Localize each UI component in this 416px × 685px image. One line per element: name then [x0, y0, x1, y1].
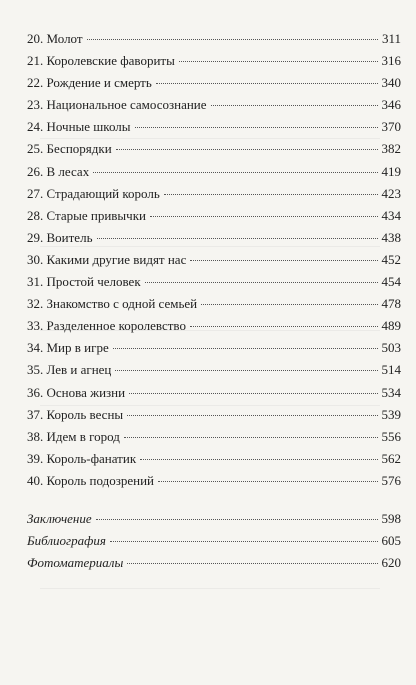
toc-entry[interactable] [27, 72, 401, 94]
toc-entry-title: 38. Идем в город [27, 428, 120, 444]
dot-leader [110, 541, 378, 542]
toc-entry[interactable] [27, 116, 401, 138]
toc-entry-page: 454 [381, 274, 401, 290]
toc-entry-page: 605 [381, 533, 401, 549]
toc-entry[interactable] [27, 470, 401, 492]
toc-entry-page: 503 [381, 340, 401, 356]
toc-entry-title: 30. Какими другие видят нас [27, 251, 187, 267]
toc-entry-page: 598 [381, 510, 401, 526]
toc-entry[interactable] [27, 94, 401, 116]
toc-entry-title: 40. Король подозрений [27, 472, 154, 488]
toc-entry-page: 316 [381, 53, 401, 69]
toc-entry-title: Фотоматериалы [27, 555, 124, 571]
dot-leader [145, 282, 378, 283]
dot-leader [96, 519, 378, 520]
toc-entry[interactable] [27, 138, 401, 160]
dot-leader [156, 83, 378, 84]
toc-entry[interactable] [27, 183, 401, 205]
toc-entry-page: 419 [381, 163, 401, 179]
dot-leader [124, 437, 378, 438]
toc-entry[interactable] [27, 315, 401, 337]
dot-leader [87, 39, 378, 40]
toc-entry-title: 27. Страдающий король [27, 185, 160, 201]
dot-leader [135, 127, 378, 128]
dot-leader [129, 393, 377, 394]
toc-entry[interactable] [27, 161, 401, 183]
toc-entry-page: 539 [381, 406, 401, 422]
table-of-contents [27, 28, 401, 574]
toc-entry-bibliography[interactable] [27, 530, 401, 552]
toc-entry-title: 23. Национальное самосознание [27, 97, 207, 113]
dot-leader [115, 370, 377, 371]
toc-entry-title: 26. В лесах [27, 163, 90, 179]
toc-entry-title: 21. Королевские фавориты [27, 53, 175, 69]
dot-leader [97, 238, 378, 239]
dot-leader [190, 260, 377, 261]
dot-leader [179, 61, 378, 62]
toc-entry-page: 620 [381, 555, 401, 571]
toc-entry-page: 562 [381, 450, 401, 466]
toc-entry[interactable] [27, 448, 401, 470]
toc-entry-page: 478 [381, 296, 401, 312]
dot-leader [116, 149, 378, 150]
toc-entry[interactable] [27, 404, 401, 426]
dot-leader [150, 216, 378, 217]
dot-leader [127, 415, 377, 416]
toc-entry-title: 24. Ночные школы [27, 119, 131, 135]
toc-entry[interactable] [27, 359, 401, 381]
toc-entry[interactable] [27, 293, 401, 315]
dot-leader [190, 326, 378, 327]
toc-entry[interactable] [27, 271, 401, 293]
toc-entry-title: 34. Мир в игре [27, 340, 109, 356]
toc-entry[interactable] [27, 426, 401, 448]
toc-entry[interactable] [27, 337, 401, 359]
dot-leader [158, 481, 378, 482]
toc-entry-page: 452 [381, 251, 401, 267]
toc-entry-title: 31. Простой человек [27, 274, 141, 290]
toc-entry-page: 423 [381, 185, 401, 201]
toc-entry-page: 340 [381, 75, 401, 91]
toc-entry-title: 35. Лев и агнец [27, 362, 112, 378]
toc-entry[interactable] [27, 382, 401, 404]
toc-entry-page: 489 [381, 318, 401, 334]
toc-entry-title: 32. Знакомство с одной семьей [27, 296, 198, 312]
dot-leader [127, 563, 377, 564]
dot-leader [93, 172, 377, 173]
dot-leader [140, 459, 377, 460]
toc-entry-title: Заключение [27, 510, 92, 526]
toc-entry-title: 25. Беспорядки [27, 141, 112, 157]
toc-entry[interactable] [27, 227, 401, 249]
toc-entry-title: 39. Король-фанатик [27, 450, 137, 466]
toc-entry-title: 36. Основа жизни [27, 384, 126, 400]
toc-entry[interactable] [27, 205, 401, 227]
toc-entry-conclusion[interactable] [27, 508, 401, 530]
show-through-line [40, 588, 380, 589]
toc-entry-page: 311 [381, 31, 401, 46]
toc-entry-title: 20. Молот [27, 31, 83, 46]
toc-entry-page: 514 [381, 362, 401, 378]
toc-entry-page: 438 [381, 229, 401, 245]
toc-entry[interactable] [27, 50, 401, 72]
toc-entry-title: 28. Старые привычки [27, 207, 146, 223]
toc-entry-page: 556 [381, 428, 401, 444]
toc-entry-page: 534 [381, 384, 401, 400]
toc-entry-title: Библиография [27, 533, 106, 549]
toc-entry-page: 346 [381, 97, 401, 113]
toc-entry-page: 434 [381, 207, 401, 223]
toc-entry-page: 576 [381, 472, 401, 488]
dot-leader [201, 304, 377, 305]
toc-entry-page: 370 [381, 119, 401, 135]
toc-entry-title: 37. Король весны [27, 406, 124, 422]
dot-leader [211, 105, 378, 106]
section-gap [27, 492, 401, 508]
toc-entry-title: 33. Разделенное королевство [27, 318, 186, 334]
toc-entry-title: 22. Рождение и смерть [27, 75, 152, 91]
toc-entry[interactable] [27, 28, 401, 50]
toc-entry[interactable] [27, 249, 401, 271]
toc-entry-photos[interactable] [27, 552, 401, 574]
dot-leader [113, 348, 378, 349]
toc-entry-title: 29. Воитель [27, 229, 93, 245]
dot-leader [164, 194, 378, 195]
toc-entry-page: 382 [381, 141, 401, 157]
